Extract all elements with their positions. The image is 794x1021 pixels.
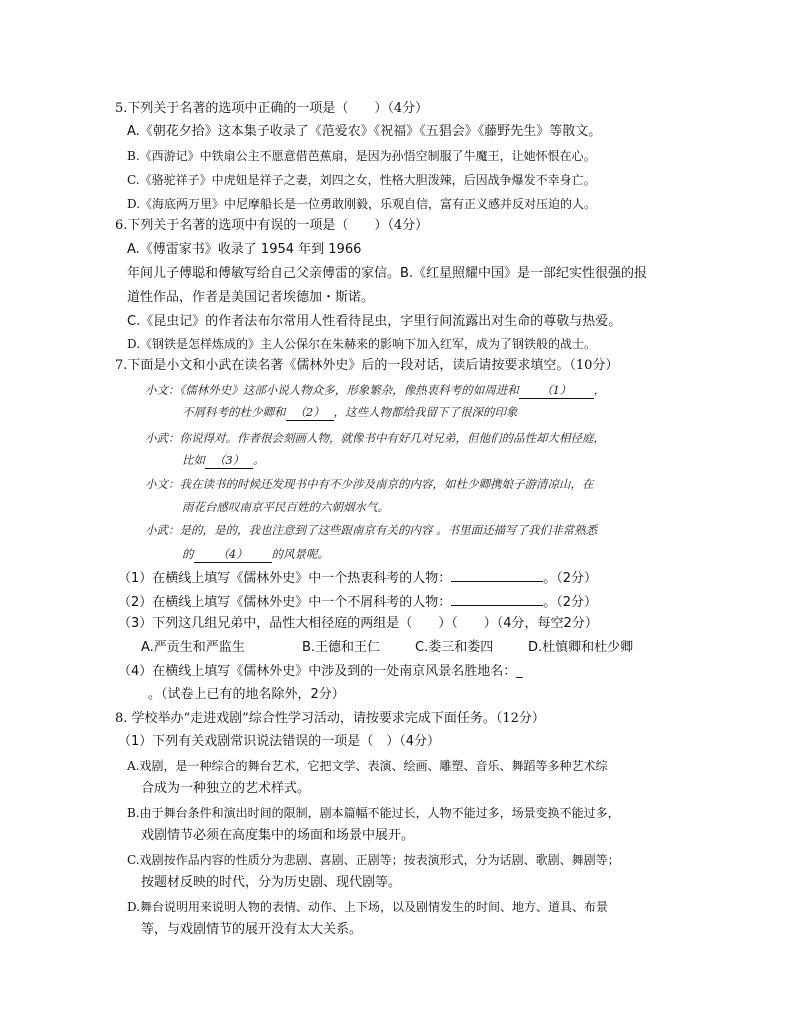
q5-option-c: C.《骆驼祥子》中虎妞是祥子之妻，刘四之女，性格大胆泼辣，后因战争爆发不幸身亡。 <box>127 173 596 187</box>
dialogue-xiaowu-2-cont <box>182 544 329 564</box>
q6-option-a-continued: 年间儿子傅聪和傅敏写给自己父亲傅雷的家信。B.《红星照耀中国》是一部纪实性很强的报 <box>127 266 648 281</box>
q8-option-a: A.戏剧，是一种综合的舞台艺术，它把文学、表演、绘画、雕塑、音乐、舞蹈等多种艺术综 <box>127 759 608 773</box>
q8-option-a-cont: 合成为一种独立的艺术样式。 <box>141 781 311 796</box>
q6-stem: 6.下列关于名著的选项中有误的一项是（ ）（4分） <box>115 218 429 233</box>
q7-sub4-end: 。（试卷上已有的地名除外，2分） <box>148 687 345 702</box>
q6-option-c: C.《昆虫记》的作者法布尔常用人性看待昆虫，字里行间流露出对生命的尊敬与热爱。 <box>127 314 622 329</box>
q7-stem: 7.下面是小文和小武在读名著《儒林外史》后的一段对话，读后请按要求填空。（10分） <box>115 358 619 373</box>
q8-option-b-cont: 戏剧情节必须在高度集中的场面和场景中展开。 <box>141 828 415 843</box>
q6-option-d: D.《钢铁是怎样炼成的》主人公保尔在朱赫来的影响下加入红军，成为了钢铁般的战士。 <box>127 337 597 351</box>
blank-2[interactable]: （2） <box>286 404 334 421</box>
blank-1[interactable]: （1） <box>519 382 594 399</box>
dialogue-text: ， <box>593 383 606 397</box>
dialogue-xiaowu-1: 小武：你说得对。作者很会刻画人物，就像书中有好几对兄弟，但他们的品性却大相径庭， <box>145 431 605 445</box>
dialogue-text: 。 <box>253 453 265 467</box>
dialogue-xiaowen-1 <box>145 380 605 400</box>
dialogue-xiaowu-1-cont <box>182 450 265 470</box>
q8-option-c: C.戏剧按作品内容的性质分为悲剧、喜剧、正剧等；按表演形式，分为话剧、歌剧、舞剧等； <box>127 853 620 867</box>
dialogue-xiaowen-2-cont: 雨花台感叹南京平民百姓的六朝烟水气。 <box>182 500 389 514</box>
dialogue-xiaowen-1-cont <box>182 402 518 422</box>
q6-option-a: A.《傅雷家书》收录了 1954 年到 1966 <box>127 242 362 257</box>
q8-option-c-cont: 按题材反映的时代，分为历史剧、现代剧等。 <box>141 875 402 890</box>
dialogue-text: 的风景呢。 <box>271 547 329 561</box>
dialogue-text: 小文：《儒林外史》这部小说人物众多，形象繁杂，像热衷科考的如周进和 <box>145 383 519 397</box>
q7-sub3: （3）下列这几组兄弟中，品性大相径庭的两组是（ ）（ ）（4分，每空2分） <box>118 616 598 631</box>
q8-stem: 8. 学校举办“走进戏剧”综合性学习活动，请按要求完成下面任务。（12分） <box>115 711 545 726</box>
answer-line-1[interactable] <box>451 567 543 582</box>
q8-option-d: D.舞台说明用来说明人物的表情、动作、上下场，以及剧情发生的时间、地方、道具、布景 <box>127 900 609 914</box>
q7-sub2 <box>118 591 597 613</box>
dialogue-xiaowen-2: 小文：我在读书的时候还发现书中有不少涉及南京的内容，如杜少卿携娘子游清凉山，在 <box>145 477 594 491</box>
q8-sub1: （1）下列有关戏剧常识说法错误的一项是（ ）（4分） <box>118 734 441 749</box>
q8-option-d-cont: 等，与戏剧情节的展开没有太大关系。 <box>141 922 363 937</box>
q7-sub3-option-b: B.王德和王仁 <box>302 640 381 655</box>
sub-question-text: （2）在横线上填写《儒林外史》中一个不屑科考的人物： <box>118 595 452 610</box>
blank-3[interactable]: （3） <box>205 452 253 469</box>
q7-sub1 <box>118 567 597 589</box>
q8-option-b: B.由于舞台条件和演出时间的限制，剧本篇幅不能过长，人物不能过多，场景变换不能过多， <box>127 806 620 820</box>
q7-sub3-option-d: D.杜慎卿和杜少卿 <box>528 640 634 655</box>
q7-sub4: （4）在横线上填写《儒林外史》中涉及到的一处南京风景名胜地名：_ <box>118 664 523 679</box>
answer-line-2[interactable] <box>451 591 543 606</box>
q5-option-a: A.《朝花夕拾》这本集子收录了《范爱农》《祝福》《五猖会》《藤野先生》等散文。 <box>127 124 602 139</box>
q5-option-b: B.《西游记》中铁扇公主不愿意借芭蕉扇，是因为孙悟空制服了牛魔王，让她怀恨在心。 <box>127 149 596 163</box>
dialogue-xiaowu-2: 小武：是的，是的，我也注意到了这些跟南京有关的内容 。书里面还描写了我们非常熟悉 <box>145 523 598 537</box>
dialogue-text: 比如 <box>182 453 205 467</box>
sub-question-points: 。（2分） <box>543 595 598 610</box>
dialogue-text: ，这些人物都给我留下了很深的印象 <box>333 405 518 419</box>
q5-option-d: D.《海底两万里》中尼摩船长是一位勇敢刚毅，乐观自信，富有正义感并反对压迫的人。 <box>127 197 597 211</box>
q7-sub3-option-c: C.娄三和娄四 <box>415 640 494 655</box>
blank-4[interactable]: （4） <box>194 546 272 563</box>
sub-question-text: （1）在横线上填写《儒林外史》中一个热衷科考的人物： <box>118 571 452 586</box>
dialogue-text: 不屑科考的杜少卿和 <box>182 405 286 419</box>
q7-sub3-option-a: A.严贡生和严监生 <box>141 640 245 655</box>
dialogue-text: 的 <box>182 547 194 561</box>
sub-question-points: 。（2分） <box>543 571 598 586</box>
q6-option-b-continued: 道性作品，作者是美国记者埃德加・斯诺。 <box>127 290 375 305</box>
q5-stem: 5.下列关于名著的选项中正确的一项是（ ）（4分） <box>115 101 429 116</box>
